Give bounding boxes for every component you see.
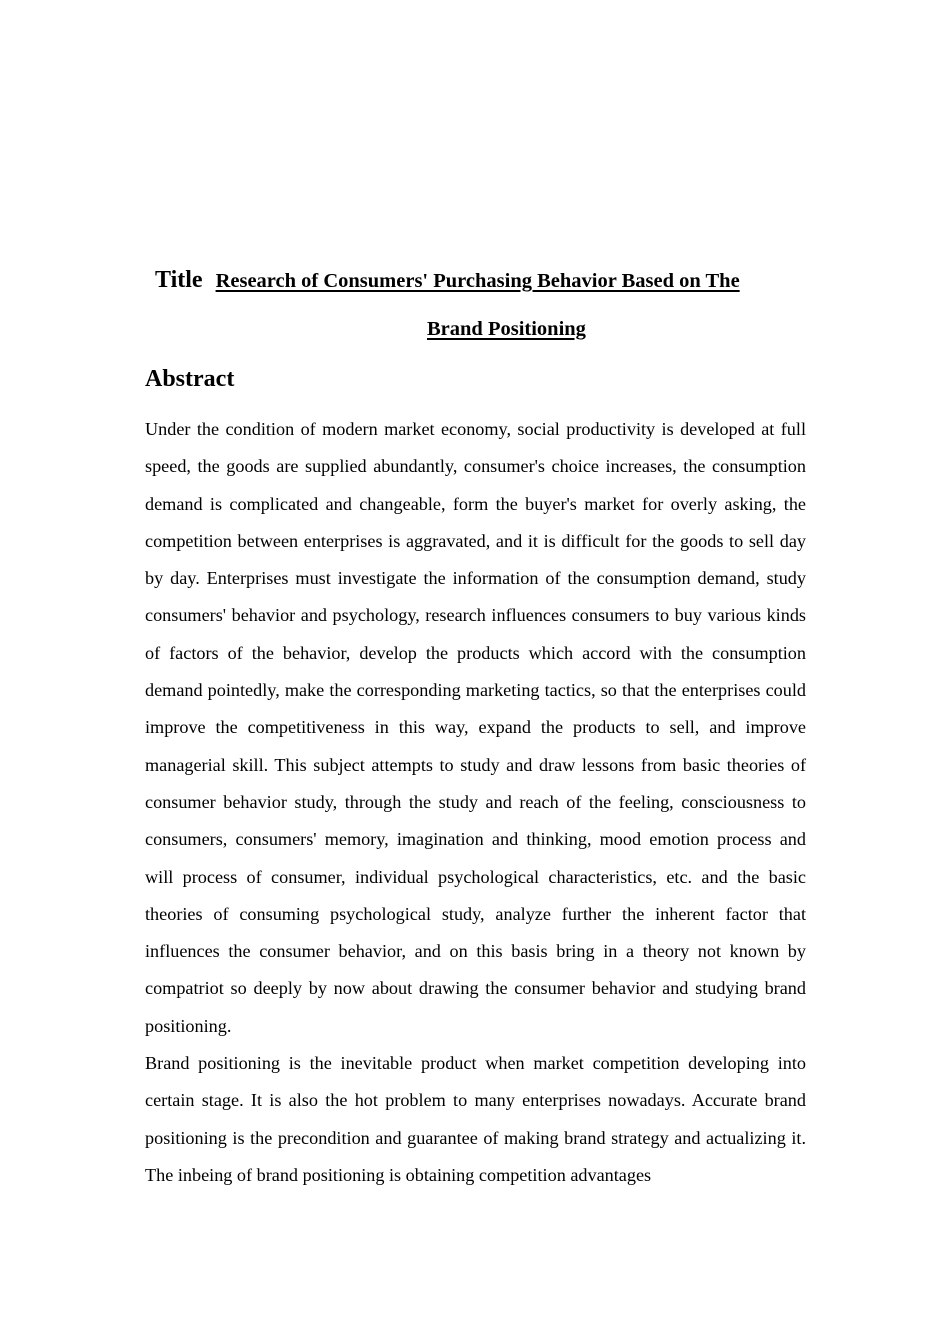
title-label: Title [155,267,203,293]
abstract-body [145,411,806,1194]
abstract-paragraph-1: Under the condition of modern market economy, social productivity is developed at full speed, the goods are supplied abundantly, consumer's choice increases, the consumption demand is complicated and changeable, form the buyer's market for overly asking, the competition between enterprises is aggravated, and it is difficult for the goods to sell day by day. Enterprises must investigate the information of the consumption demand, study consumers' behavior and psychology, research influences consumers to buy various kinds of factors of the behavior, develop the products which accord with the consumption demand pointedly, make the corresponding marketing tactics, so that the enterprises could improve the competitiveness in this way, expand the products to sell, and improve managerial skill. This subject attempts to study and draw lessons from basic theories of consumer behavior study, through the study and reach of the feeling, consciousness to consumers, consumers' memory, imagination and thinking, mood emotion process and will process of consumer, individual psychological characteristics, etc. and the basic theories of consuming psychological study, analyze further the inherent factor that influences the consumer behavior, and on this basis bring in a theory not known by compatriot so deeply by now about drawing the consumer behavior and studying brand positioning. [145,419,806,1036]
title-text-line-2: Brand Positioning [427,318,586,340]
abstract-heading: Abstract [145,366,235,392]
abstract-paragraph-2: Brand positioning is the inevitable product when market competition developing into certain stage. It is also the hot problem to many enterprises nowadays. Accurate brand positioning is the precondition and guarantee of making brand strategy and actualizing it. The inbeing of brand positioning is obtaining competition advantages [145,1053,806,1185]
title-line-1 [155,260,740,303]
title-text-line-1: Research of Consumers' Purchasing Behavior Based on The [215,270,740,292]
